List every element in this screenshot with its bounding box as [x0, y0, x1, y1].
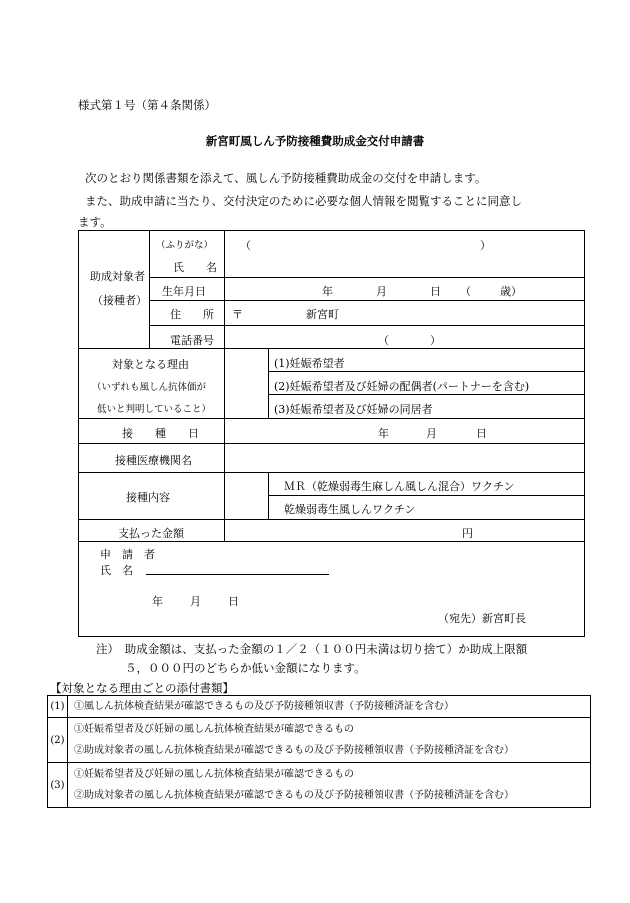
form-number: 様式第１号（第４条関係）	[78, 98, 216, 112]
reason-note-1: （いずれも風しん抗体価が	[92, 382, 207, 393]
address-label: 住 所	[170, 308, 214, 321]
amount-unit: 円	[462, 527, 473, 540]
attachment-line: ②助成対象者の風しん抗体検査結果が確認できるもの及び予防接種領収書（予防接種済証を含む）	[74, 745, 514, 756]
attachment-num: (2)	[48, 718, 68, 763]
attachment-line: ①風しん抗体検査結果が確認できるもの及び予防接種領収書（予防接種済証を含む）	[74, 701, 454, 712]
dob-year: 年	[322, 285, 333, 298]
name-field[interactable]	[226, 252, 582, 276]
vaccination-month: 月	[426, 427, 437, 440]
postal-mark-icon: 〒	[232, 308, 243, 321]
dob-day: 日	[430, 285, 441, 298]
phone-close: ）	[430, 334, 441, 347]
dob-age: 歳）	[500, 285, 522, 298]
furigana-label: （ふりがな）	[156, 240, 214, 251]
vaccination-date-label: 接 種 日	[122, 427, 199, 440]
furigana-close: ）	[480, 239, 491, 252]
attachment-line: ①妊娠希望者及び妊婦の風しん抗体検査結果が確認できるもの	[74, 724, 354, 735]
reason-label: 対象となる理由	[112, 358, 189, 371]
furigana-open: （	[240, 239, 251, 252]
dob-age-open: （	[460, 285, 471, 298]
sign-day: 日	[228, 595, 239, 608]
name-label: 氏 名	[173, 261, 217, 274]
subject-label: 助成対象者	[90, 270, 145, 283]
reason-option-1[interactable]: (1)妊娠希望者	[274, 357, 345, 370]
vaccine-option-rubella[interactable]: 乾燥弱毒生風しんワクチン	[284, 503, 416, 516]
vaccination-day: 日	[476, 427, 487, 440]
attachment-row-1	[48, 696, 591, 718]
phone-open: （	[378, 334, 389, 347]
addressee: （宛先）新宮町長	[438, 612, 526, 625]
sign-month: 月	[190, 595, 201, 608]
phone-label: 電話番号	[170, 334, 214, 347]
form-title: 新宮町風しん予防接種費助成金交付申請書	[205, 134, 425, 148]
applicant-name-label: 氏 名	[100, 564, 133, 577]
note-line-1: 注） 助成金額は、支払った金額の１／２（１００円未満は切り捨て）か助成上限額	[96, 642, 528, 656]
institution-field[interactable]	[226, 445, 582, 471]
attachment-line: ②助成対象者の風しん抗体検査結果が確認できるもの及び予防接種領収書（予防接種済証を含む）	[74, 790, 514, 801]
attachment-num: (1)	[48, 696, 68, 718]
town-name: 新宮町	[306, 308, 339, 321]
attachment-num: (3)	[48, 763, 68, 808]
attachments-heading: 【対象となる理由ごとの添付書類】	[50, 681, 234, 695]
sign-year: 年	[152, 595, 163, 608]
reason-option-2[interactable]: (2)妊娠希望者及び妊婦の配偶者(パートナーを含む)	[274, 380, 530, 393]
address-field[interactable]	[226, 302, 582, 324]
institution-label: 接種医療機関名	[115, 454, 192, 467]
applicant-signature-line[interactable]	[146, 574, 329, 575]
intro-line-3: ます。	[78, 215, 112, 229]
attachment-row-3	[48, 763, 591, 808]
content-label: 接種内容	[126, 491, 170, 504]
subject-sublabel: （接種者）	[92, 294, 147, 307]
vaccination-year: 年	[378, 427, 389, 440]
attachment-line: ①妊娠希望者及び妊婦の風しん抗体検査結果が確認できるもの	[74, 769, 354, 780]
amount-label: 支払った金額	[118, 527, 184, 540]
vaccine-option-mr[interactable]: ＭＲ（乾燥弱毒生麻しん風しん混合）ワクチン	[284, 480, 515, 493]
intro-line-1: 次のとおり関係書類を添えて、風しん予防接種費助成金の交付を申請します。	[85, 171, 487, 185]
reason-note-2: 低いと判明していること）	[97, 404, 212, 415]
phone-field[interactable]	[226, 327, 582, 347]
dob-month: 月	[376, 285, 387, 298]
amount-field[interactable]	[226, 521, 456, 540]
intro-line-2: また、助成申請に当たり、交付決定のために必要な個人情報を閲覧することに同意し	[85, 194, 522, 208]
dob-label: 生年月日	[162, 285, 206, 298]
reason-option-3[interactable]: (3)妊娠希望者及び妊婦の同居者	[274, 403, 433, 416]
attachments-table	[47, 695, 591, 808]
applicant-label: 申 請 者	[100, 548, 155, 561]
note-line-2: ５，０００円のどちらか低い金額になります。	[125, 661, 366, 675]
attachment-row-2	[48, 718, 591, 763]
